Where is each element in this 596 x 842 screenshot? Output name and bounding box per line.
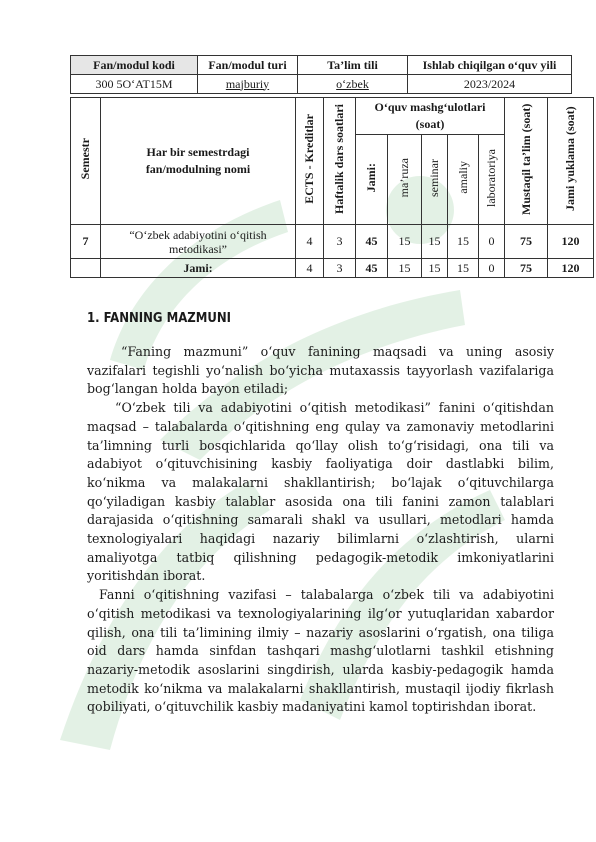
total-load-cell: 120 <box>548 225 594 259</box>
lecture-cell: 15 <box>388 225 422 259</box>
language-value: o‘zbek <box>298 75 408 94</box>
code-label: Fan/modul kodi <box>71 56 198 75</box>
language-label: Ta’lim tili <box>298 56 408 75</box>
total-hours-header: Jami: <box>356 135 388 225</box>
paragraph-goal: “O‘zbek tili va adabiyotini o‘qitish metodikasi” fanini o‘qitishdan maqsad – talabalarda o‘qitishning eng qulay va zamonaviy metodlarini ta’limning turli bosqichlarida qo‘llay olish to‘g‘risidagi, ona tili va adabiyot o‘qituvchisining kasbiy faoliyatiga doir dastlabki bilim, ko‘nikma va malakalarni shakllantirish; bo‘lajak o‘qituvchilarga qo‘yiladigan kasbiy talablar asosida ona tili fanini zamon talablari darajasida o‘qitishning samarali shakl va usullari, metodlari hamda texnologiyalari haqidagi nazariy bilimlarni o‘zlashtirish, ularni amaliyotga tatbiq qilishning pedagogik-metodik imkoniyatlarini yoritishdan iborat. <box>87 400 554 584</box>
practical-total: 15 <box>448 259 479 278</box>
total-hours-cell: 45 <box>356 225 388 259</box>
load-total: 120 <box>548 259 594 278</box>
type-value: majburiy <box>198 75 298 94</box>
module-name-cell: “O‘zbek adabiyotini o‘qitish metodikasi” <box>101 225 296 259</box>
hours-table <box>70 97 594 278</box>
practical-cell: 15 <box>448 225 479 259</box>
lecture-total: 15 <box>388 259 422 278</box>
code-value: 300 5O‘AT15M <box>71 75 198 94</box>
independent-total: 75 <box>505 259 548 278</box>
independent-study-header: Mustaqil ta’lim (soat) <box>505 98 548 225</box>
year-value: 2023/2024 <box>408 75 572 94</box>
year-label: Ishlab chiqilgan o‘quv yili <box>408 56 572 75</box>
ects-total: 4 <box>296 259 324 278</box>
semestr-cell: 7 <box>71 225 101 259</box>
totals-row <box>71 259 594 278</box>
type-label: Fan/modul turi <box>198 56 298 75</box>
paragraph-purpose-intro: “Faning mazmuni” o‘quv fanining maqsadi va uning asosiy vazifalari tegishli yo‘nalish bo‘yicha mutaxassis tayyorlash vazifalariga bog‘langan holda bayon etiladi; <box>87 344 554 397</box>
weekly-hours-header: Haftalik dars soatlari <box>324 98 356 225</box>
table-row <box>71 225 594 259</box>
hours-total: 45 <box>356 259 388 278</box>
total-load-header: Jami yuklama (soat) <box>548 98 594 225</box>
lecture-header: ma’ruza <box>388 135 422 225</box>
weekly-cell: 3 <box>324 225 356 259</box>
laboratory-cell: 0 <box>479 225 505 259</box>
semestr-header: Semestr <box>71 98 101 225</box>
section-title: 1. FANNING MAZMUNI <box>87 311 232 326</box>
practical-header: amaliy <box>448 135 479 225</box>
laboratory-header: laboratoriya <box>479 135 505 225</box>
seminar-header: seminar <box>422 135 448 225</box>
seminar-cell: 15 <box>422 225 448 259</box>
totals-label: Jami: <box>101 259 296 278</box>
course-info-table <box>70 55 572 94</box>
section-body <box>87 343 554 717</box>
independent-cell: 75 <box>505 225 548 259</box>
weekly-total: 3 <box>324 259 356 278</box>
module-name-header: Har bir semestrdagi fan/modulning nomi <box>101 98 296 225</box>
seminar-total: 15 <box>422 259 448 278</box>
ects-header: ECTS - Kreditlar <box>296 98 324 225</box>
laboratory-total: 0 <box>479 259 505 278</box>
classes-header: O‘quv mashg‘ulotlari (soat) <box>356 98 505 135</box>
ects-cell: 4 <box>296 225 324 259</box>
empty-cell <box>71 259 101 278</box>
paragraph-tasks: Fanni o‘qitishning vazifasi – talabalarga o‘zbek tili va adabiyotini o‘qitish metodikasi va texnologiyalarining ilg‘or yutuqlaridan xabardor qilish, ona tili ta’limining ilmiy – nazariy asoslarini o‘rgatish, ona tiliga oid dars hamda sinfdan tashqari mashg‘ulotlarni tashkil etishning nazariy-metodik asoslarini singdirish, ularda kasbiy-pedagogik hamda metodik ko‘nikma va malakalarni shakllantirish, mustaqil ijodiy fikrlash qobiliyati, o‘qituvchilik kasbiy madaniyatini kamol toptirishdan iborat. <box>87 587 554 715</box>
